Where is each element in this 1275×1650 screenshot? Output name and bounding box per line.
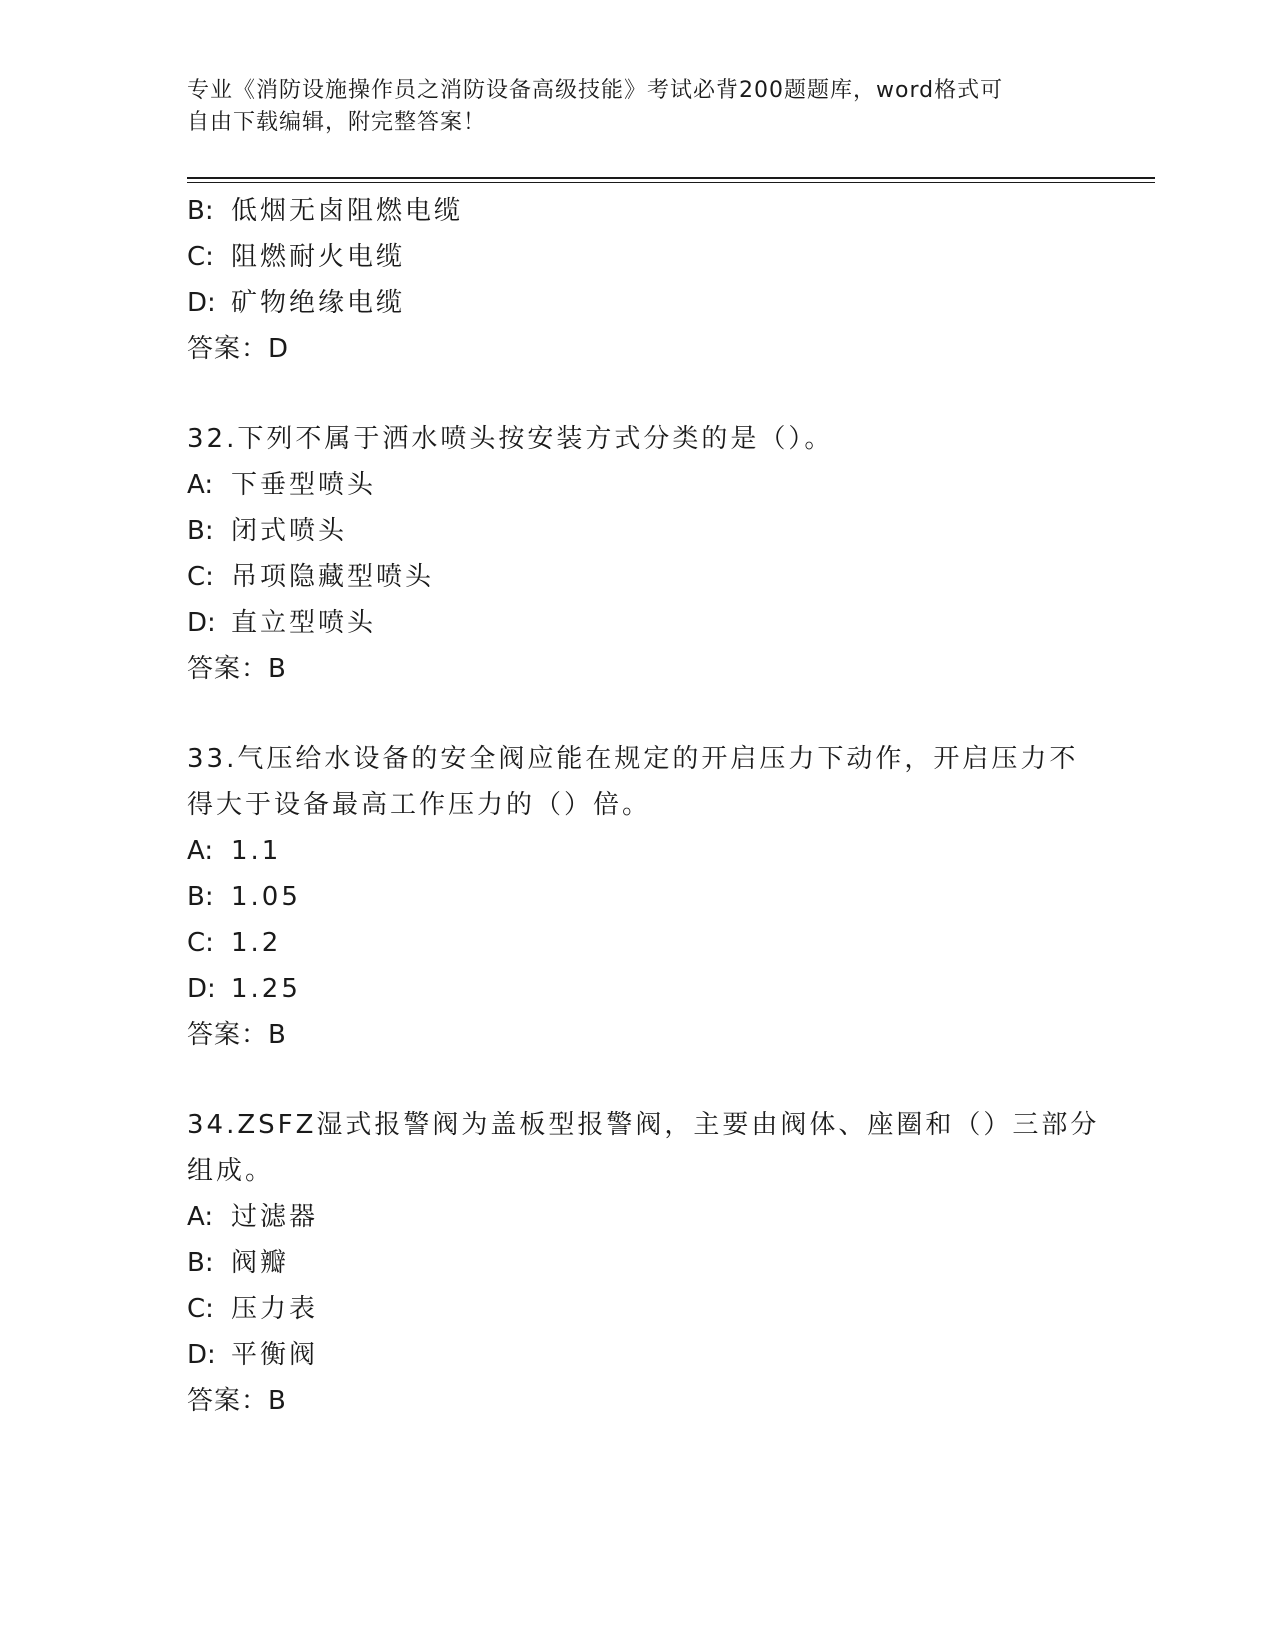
question-stem-line-1: 33.气压给水设备的安全阀应能在规定的开启压力下动作，开启压力不 [187, 744, 1079, 774]
option-d [187, 600, 1087, 646]
spacer [187, 692, 1087, 736]
option-label: D: [187, 974, 216, 1004]
option-label: A: [187, 470, 214, 500]
option-text: 阻燃耐火电缆 [231, 242, 406, 272]
option-text: 1.2 [231, 928, 282, 958]
option-label: B: [187, 516, 214, 546]
option-a [187, 828, 1087, 874]
option-label: A: [187, 836, 214, 866]
option-a [187, 1194, 1087, 1240]
option-label: C: [187, 242, 214, 272]
header-line-1: 专业《消防设施操作员之消防设备高级技能》考试必背200题题库，word格式可 [187, 78, 1004, 103]
option-c [187, 920, 1087, 966]
option-text: 低烟无卤阻燃电缆 [231, 196, 464, 226]
answer-line: 答案：D [187, 334, 290, 364]
option-text: 1.1 [231, 836, 282, 866]
question-33 [187, 736, 1087, 1058]
answer-line: 答案：B [187, 1386, 287, 1416]
question-stem: 32.下列不属于洒水喷头按安装方式分类的是（）。 [187, 424, 834, 454]
question-stem-line-2: 得大于设备最高工作压力的（）倍。 [187, 790, 652, 820]
header-divider-thick [187, 177, 1155, 179]
option-label: C: [187, 1294, 214, 1324]
option-c [187, 234, 1087, 280]
answer-line: 答案：B [187, 1020, 287, 1050]
header-line-2: 自由下载编辑，附完整答案！ [187, 110, 487, 135]
option-text: 阀瓣 [231, 1248, 290, 1278]
option-c [187, 554, 1087, 600]
option-text: 闭式喷头 [231, 516, 348, 546]
option-d [187, 280, 1087, 326]
option-c [187, 1286, 1087, 1332]
option-text: 矿物绝缘电缆 [231, 288, 406, 318]
option-label: D: [187, 1340, 216, 1370]
option-b [187, 508, 1087, 554]
question-32 [187, 416, 1087, 692]
option-label: D: [187, 608, 216, 638]
option-text: 下垂型喷头 [231, 470, 377, 500]
option-label: C: [187, 928, 214, 958]
option-a [187, 462, 1087, 508]
option-b [187, 188, 1087, 234]
option-label: C: [187, 562, 214, 592]
option-label: B: [187, 882, 214, 912]
option-text: 过滤器 [231, 1202, 319, 1232]
header-divider-thin [187, 182, 1155, 183]
option-text: 压力表 [231, 1294, 319, 1324]
document-header [187, 75, 1067, 139]
answer-line: 答案：B [187, 654, 287, 684]
option-text: 直立型喷头 [231, 608, 377, 638]
option-text: 1.25 [231, 974, 301, 1004]
option-label: B: [187, 196, 214, 226]
spacer [187, 372, 1087, 416]
question-34 [187, 1102, 1100, 1424]
option-d [187, 1332, 1087, 1378]
question-31-tail [187, 188, 1087, 372]
question-list [187, 188, 1100, 1424]
option-label: B: [187, 1248, 214, 1278]
option-text: 平衡阀 [231, 1340, 319, 1370]
option-b [187, 1240, 1087, 1286]
option-label: A: [187, 1202, 214, 1232]
option-label: D: [187, 288, 216, 318]
option-b [187, 874, 1087, 920]
spacer [187, 1058, 1087, 1102]
option-d [187, 966, 1087, 1012]
option-text: 1.05 [231, 882, 301, 912]
question-stem-line-2: 组成。 [187, 1156, 275, 1186]
option-text: 吊项隐藏型喷头 [231, 562, 435, 592]
question-stem-line-1: 34.ZSFZ湿式报警阀为盖板型报警阀，主要由阀体、座圈和（）三部分 [187, 1110, 1100, 1140]
